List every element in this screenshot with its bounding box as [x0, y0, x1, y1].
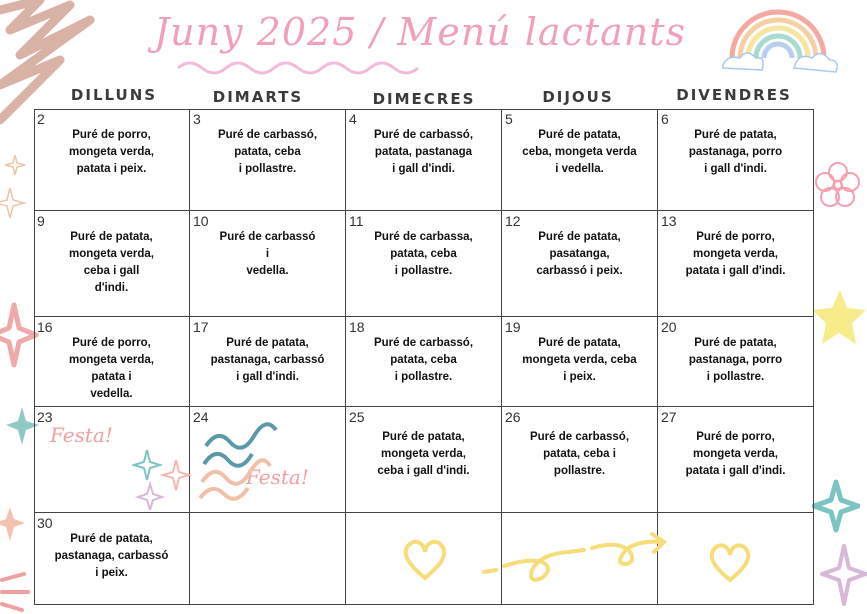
day-header-friday: DIVENDRES [676, 86, 792, 104]
calendar-cell [658, 407, 814, 513]
menu-text: Puré de patata, mongeta verda, ceba i gall d'indi. [69, 231, 154, 294]
calendar-cell [190, 513, 346, 605]
day-number: 13 [661, 213, 677, 229]
menu-text: Puré de patata, pastanaga, carbassó i peix. [54, 533, 169, 579]
calendar-cell [190, 211, 346, 317]
day-number: 2 [37, 111, 45, 127]
calendar-cell [658, 317, 814, 407]
menu-text: Puré de carbassó, patata, pastanaga i gall d'indi. [373, 129, 474, 175]
menu-text: Puré de carbassó, patata, ceba i pollastre. [373, 337, 474, 383]
day-number: 10 [193, 213, 209, 229]
flower-icon [814, 160, 862, 210]
heart-icon [400, 536, 450, 582]
day-header-wednesday: DIMECRES [372, 90, 476, 108]
day-header-thursday: DIJOUS [542, 88, 614, 106]
menu-text: Puré de patata, pasatanga, carbassó i peix. [536, 231, 623, 277]
day-number: 26 [505, 409, 521, 425]
calendar-cell [658, 211, 814, 317]
day-number: 16 [37, 319, 53, 335]
calendar-grid [34, 109, 814, 605]
menu-text: Puré de porro, mongeta verda, patata i gall d'indi. [685, 231, 786, 277]
calendar-cell [34, 513, 190, 605]
page-title: Juny 2025 / Menú lactants [153, 10, 687, 54]
day-number: 20 [661, 319, 677, 335]
menu-text: Puré de porro, mongeta verda, patata i vedella. [69, 337, 154, 400]
day-number: 18 [349, 319, 365, 335]
day-number: 11 [349, 213, 364, 229]
calendar-cell [190, 109, 346, 211]
rainbow-icon [722, 8, 842, 80]
sparkle-icon [0, 150, 30, 230]
day-number: 30 [37, 515, 53, 531]
menu-text: Puré de carbassó, patata, ceba i pollastre. [217, 129, 318, 175]
menu-text: Puré de carbassa, patata, ceba i pollastre. [374, 231, 473, 277]
calendar-cell [34, 211, 190, 317]
calendar-cell [34, 317, 190, 407]
peach-star-icon [0, 505, 26, 545]
calendar-cell [502, 109, 658, 211]
menu-text: Puré de carbassó, patata, ceba i pollastre. [529, 431, 630, 477]
day-number: 17 [193, 319, 209, 335]
calendar-cell [658, 109, 814, 211]
menu-text: Puré de patata, mongeta verda, ceba i gall d'indi. [377, 431, 470, 477]
holiday-label: Festa! [246, 465, 309, 489]
day-number: 12 [505, 213, 521, 229]
day-number: 9 [37, 213, 45, 229]
calendar-cell [502, 317, 658, 407]
yellow-star-icon [810, 288, 867, 348]
menu-text: Puré de patata, pastanaga, porro i pollastre. [688, 337, 783, 383]
menu-text: Puré de patata, pastanaga, carbassó i gall d'indi. [210, 337, 325, 383]
lines-decoration [0, 570, 34, 614]
teal-sparkle-icon [812, 478, 860, 534]
day-header-tuesday: DIMARTS [212, 88, 304, 106]
menu-text: Puré de porro, mongeta verda, patata i peix. [69, 129, 154, 175]
day-number: 24 [193, 409, 209, 425]
calendar-cell [346, 407, 502, 513]
day-number: 27 [661, 409, 677, 425]
day-number: 3 [193, 111, 201, 127]
sparkle-cluster-icon [132, 440, 192, 510]
day-number: 25 [349, 409, 365, 425]
day-header-monday: DILLUNS [70, 86, 158, 104]
wavy-lines-icon [198, 418, 278, 502]
swirl-arrow-icon [480, 528, 670, 588]
menu-text: Puré de patata, mongeta verda, ceba i peix. [522, 337, 637, 383]
day-number: 6 [661, 111, 669, 127]
lilac-sparkle-icon [818, 540, 867, 610]
day-number: 23 [37, 409, 53, 425]
title-underline-wave [176, 58, 426, 78]
holiday-label: Festa! [50, 423, 113, 447]
day-number: 4 [349, 111, 357, 127]
calendar-cell [34, 109, 190, 211]
day-number: 19 [505, 319, 521, 335]
calendar-cell [502, 407, 658, 513]
calendar-cell [346, 317, 502, 407]
menu-text: Puré de porro, mongeta verda, patata i gall d'indi. [685, 431, 786, 477]
heart-icon-right [706, 540, 754, 584]
calendar-cell [190, 317, 346, 407]
day-number: 5 [505, 111, 513, 127]
menu-text: Puré de carbassó i vedella. [219, 231, 316, 277]
calendar-cell [346, 211, 502, 317]
calendar-cell [502, 211, 658, 317]
menu-text: Puré de patata, pastanaga, porro i gall d'indi. [688, 129, 783, 175]
menu-text: Puré de patata, ceba, mongeta verda i vedella. [522, 129, 637, 175]
calendar-cell [346, 109, 502, 211]
